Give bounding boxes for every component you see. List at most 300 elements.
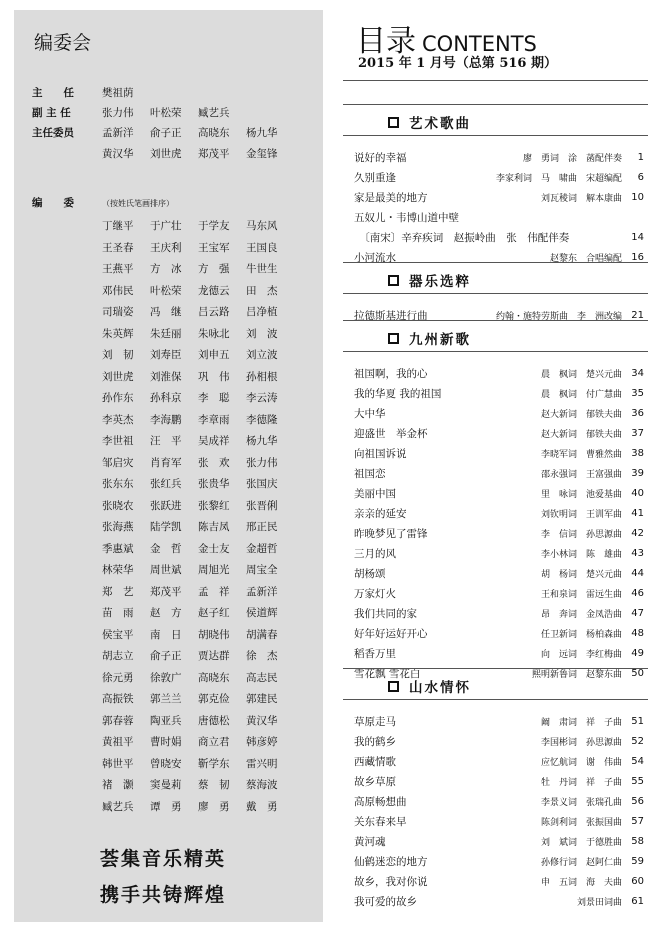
toc-entry[interactable] (354, 443, 644, 463)
entry-page: 37 (631, 427, 644, 439)
member-name: 孟 祥 (198, 585, 230, 598)
member-name: 王国良 (246, 241, 278, 254)
member-name: 胡满春 (246, 628, 278, 641)
toc-entry[interactable] (354, 643, 644, 663)
person-name: 金玺锋 (246, 148, 278, 160)
toc-title-en: CONTENTS (422, 32, 537, 56)
role-row: 副 主 任 张力伟 叶松荣 臧艺兵 (32, 105, 246, 120)
checkbox-square-icon (388, 333, 399, 344)
member-name: 唐德松 (198, 714, 230, 727)
toc-entry[interactable] (354, 423, 644, 443)
member-row (102, 409, 294, 431)
entry-page: 1 (637, 151, 644, 163)
member-row (102, 538, 294, 560)
member-row (102, 366, 294, 388)
members-grid (102, 215, 294, 817)
member-name: 胡志立 (102, 650, 134, 663)
member-name: 张国庆 (246, 478, 278, 491)
member-name: 郑 艺 (102, 585, 134, 598)
member-row (102, 280, 294, 302)
member-name: 贾达群 (198, 650, 230, 663)
person-name: 高晓东 (198, 127, 230, 139)
entry-page: 52 (631, 735, 644, 747)
entry-credit: 应忆航词 谢 伟曲 (540, 757, 622, 768)
member-name: 商立君 (198, 736, 230, 749)
toc-entry[interactable] (354, 851, 644, 871)
entry-page: 43 (631, 547, 644, 559)
toc-entry[interactable] (354, 891, 644, 911)
toc-entry[interactable] (354, 227, 644, 247)
members-label-row (32, 195, 174, 210)
member-name: 吕净植 (246, 306, 278, 319)
entry-title: 故乡，我对你说 (354, 875, 428, 888)
entry-title: 好年好运好开心 (354, 627, 428, 640)
member-name: 周旭光 (198, 564, 230, 577)
toc-entry[interactable] (354, 771, 644, 791)
section-name: 九州新歌 (409, 332, 471, 348)
member-row (102, 774, 294, 796)
toc-entry[interactable] (354, 603, 644, 623)
section-heading (388, 676, 471, 696)
role-row: 主 任 樊祖荫 (32, 85, 150, 100)
section-name: 山水情怀 (409, 680, 471, 696)
entry-title: 小河流水 (354, 251, 396, 264)
entry-title: 黄河魂 (354, 835, 386, 848)
toc-entry[interactable] (354, 363, 644, 383)
member-name: 南 日 (150, 628, 182, 641)
member-name: 司瑞姿 (102, 306, 134, 319)
member-name: 丁继平 (102, 220, 134, 233)
member-name: 苗 雨 (102, 607, 134, 620)
member-name: 马东风 (246, 220, 278, 233)
person-name: 杨九华 (246, 127, 278, 139)
section-divider (343, 351, 648, 352)
member-name: 方 强 (198, 263, 230, 276)
checkbox-square-icon (388, 275, 399, 286)
member-row (102, 731, 294, 753)
member-name: 张晓农 (102, 499, 134, 512)
entry-credit: 李国彬词 孙思源曲 (540, 737, 622, 748)
entry-title: 祖国啊，我的心 (354, 367, 428, 380)
toc-entry[interactable] (354, 147, 644, 167)
checkbox-square-icon (388, 681, 399, 692)
member-name: 张海燕 (102, 521, 134, 534)
entry-page: 51 (631, 715, 644, 727)
entry-credit: 李家利词 马 啸曲 宋超编配 (495, 173, 622, 184)
member-name: 周宝全 (246, 564, 278, 577)
entry-credit: 昂 奔词 金凤浩曲 (540, 609, 622, 620)
toc-entry[interactable] (354, 623, 644, 643)
member-name: 高振铁 (102, 693, 134, 706)
entry-title: 大中华 (354, 407, 386, 420)
member-name: 刘立波 (246, 349, 278, 362)
member-row (102, 710, 294, 732)
slogan-line-1: 荟集音乐精英 (100, 848, 227, 870)
member-name: 赵 方 (150, 607, 182, 620)
member-name: 刘 波 (246, 327, 278, 340)
entry-page: 35 (631, 387, 644, 399)
entry-title: 故乡草原 (354, 775, 396, 788)
section-divider (343, 293, 648, 294)
entry-title: 草原走马 (354, 715, 396, 728)
entry-credit: 王和泉词 雷远生曲 (540, 589, 622, 600)
member-name: 于学友 (198, 220, 230, 233)
entry-title: 我们共同的家 (354, 607, 417, 620)
member-name: 郭兰兰 (150, 693, 182, 706)
entry-credit: 熙明新鲁词 赵黎东曲 (531, 669, 622, 680)
entry-credit: 赵大新词 郁铁夫曲 (540, 409, 622, 420)
entry-title: 我可爱的故乡 (354, 895, 417, 908)
member-name: 李世祖 (102, 435, 134, 448)
toc-title-zh: 目录 (356, 24, 416, 59)
member-name: 李章雨 (198, 413, 230, 426)
entry-title: 胡杨颂 (354, 567, 386, 580)
entry-page: 14 (631, 231, 644, 243)
member-row (102, 301, 294, 323)
member-name: 刘申五 (198, 349, 230, 362)
role-row (32, 146, 294, 161)
member-name: 侯宝平 (102, 628, 134, 641)
member-row (102, 667, 294, 689)
entry-title: 美丽中国 (354, 487, 396, 500)
member-name: 黄祖平 (102, 736, 134, 749)
member-name: 郑茂平 (150, 585, 182, 598)
member-name: 孙科京 (150, 392, 182, 405)
member-name: 张晋俐 (246, 499, 278, 512)
member-row (102, 452, 294, 474)
entry-title: 我的鹤乡 (354, 735, 396, 748)
member-name: 刘淮保 (150, 370, 182, 383)
entry-credit: 约翰・施特劳斯曲 李 洲改编 (495, 311, 622, 322)
member-name: 郭春蓉 (102, 714, 134, 727)
entry-page: 48 (631, 627, 644, 639)
member-name: 邹启灾 (102, 456, 134, 469)
member-name: 戴 勇 (246, 800, 278, 813)
member-name: 金士友 (198, 542, 230, 555)
toc-entry[interactable] (354, 463, 644, 483)
entry-title: 五奴儿・韦博山道中壁 (354, 211, 459, 224)
member-row (102, 688, 294, 710)
member-name: 杨九华 (246, 435, 278, 448)
table-of-contents (338, 0, 648, 936)
entry-page: 56 (631, 795, 644, 807)
person-name: 孟新洋 (102, 127, 134, 139)
person-name: 黄汉华 (102, 148, 134, 160)
member-name: 王宝军 (198, 241, 230, 254)
member-row (102, 473, 294, 495)
entry-title: 久别重逢 (354, 171, 396, 184)
toc-entry[interactable] (354, 543, 644, 563)
member-name: 李海鹏 (150, 413, 182, 426)
toc-entry[interactable] (354, 791, 644, 811)
editorial-board-panel (14, 10, 323, 922)
section-heading (388, 270, 471, 290)
toc-entry[interactable] (354, 207, 644, 227)
member-name: 田 杰 (246, 284, 278, 297)
toc-entry[interactable] (354, 711, 644, 731)
entry-page: 57 (631, 815, 644, 827)
toc-entry[interactable] (354, 751, 644, 771)
entry-page: 10 (631, 191, 644, 203)
entry-title: 向祖国诉说 (354, 447, 407, 460)
member-name: 曹时娟 (150, 736, 182, 749)
member-name: 窦曼莉 (150, 779, 182, 792)
entry-credit: 李晓军词 曹雅然曲 (540, 449, 622, 460)
entry-page: 38 (631, 447, 644, 459)
member-row (102, 559, 294, 581)
entry-title: 昨晚梦见了雷锋 (354, 527, 428, 540)
member-name: 肖育军 (150, 456, 182, 469)
member-name: 朱廷丽 (150, 327, 182, 340)
toc-entry[interactable] (354, 731, 644, 751)
member-name: 陈吉凤 (198, 521, 230, 534)
member-name: 张跃进 (150, 499, 182, 512)
entry-title: 关东春来早 (354, 815, 407, 828)
person-name: 樊祖荫 (102, 87, 134, 99)
toc-entry[interactable] (354, 831, 644, 851)
role-row: 主任委员 孟新洋 俞子正 高晓东 杨九华 (32, 125, 294, 140)
section-divider (343, 262, 648, 263)
member-row (102, 602, 294, 624)
member-name: 牛世生 (246, 263, 278, 276)
checkbox-square-icon (388, 117, 399, 128)
entry-credit: 刘瓦稜词 解本康曲 (540, 193, 622, 204)
entry-credit: 晨 枫词 付广慧曲 (540, 389, 622, 400)
person-name: 叶松荣 (150, 107, 182, 119)
member-name: 于广壮 (150, 220, 182, 233)
toc-entry[interactable] (354, 403, 644, 423)
toc-entry[interactable] (354, 523, 644, 543)
member-name: 曾晓安 (150, 757, 182, 770)
editorial-heading: 编委会 (34, 32, 92, 54)
entry-title: 仙鹤迷恋的地方 (354, 855, 428, 868)
entry-credit: 申 五词 海 夫曲 (540, 877, 622, 888)
member-name: 朱英辉 (102, 327, 134, 340)
entry-page: 39 (631, 467, 644, 479)
toc-entry[interactable] (354, 583, 644, 603)
member-row (102, 495, 294, 517)
toc-entry[interactable] (354, 563, 644, 583)
entry-title: 亲亲的延安 (354, 507, 407, 520)
member-name: 俞子正 (150, 650, 182, 663)
member-name: 叶松荣 (150, 284, 182, 297)
member-name: 吴成祥 (198, 435, 230, 448)
entry-credit: 邵永强词 王富强曲 (540, 469, 622, 480)
entry-title: 三月的风 (354, 547, 396, 560)
entry-title: 祖国恋 (354, 467, 386, 480)
members-label: 编 委 (32, 197, 74, 209)
entry-credit: 李小林词 陈 雄曲 (540, 549, 622, 560)
entry-page: 55 (631, 775, 644, 787)
section-divider (343, 668, 648, 669)
member-name: 徐 杰 (246, 650, 278, 663)
entry-page: 49 (631, 647, 644, 659)
member-name: 郭克俭 (198, 693, 230, 706)
members-note: （按姓氏笔画排序） (102, 199, 174, 208)
member-row (102, 387, 294, 409)
toc-entry[interactable] (354, 187, 644, 207)
member-name: 郭建民 (246, 693, 278, 706)
member-row (102, 323, 294, 345)
member-name: 王庆利 (150, 241, 182, 254)
entry-credit: 刘 斌词 于德胜曲 (540, 837, 622, 848)
member-name: 张力伟 (246, 456, 278, 469)
entry-page: 34 (631, 367, 644, 379)
member-name: 刘 韧 (102, 349, 134, 362)
entry-credit: 任卫新词 杨柏森曲 (540, 629, 622, 640)
toc-entry[interactable] (354, 247, 644, 267)
member-row (102, 516, 294, 538)
member-name: 赵子红 (198, 607, 230, 620)
entry-credit: 晨 枫词 楚兴元曲 (540, 369, 622, 380)
entry-title: 西藏情歌 (354, 755, 396, 768)
member-name: 孙作东 (102, 392, 134, 405)
entry-credit: 刘钦明词 王训军曲 (540, 509, 622, 520)
member-name: 孙相根 (246, 370, 278, 383)
entry-credit: 刘景田词曲 (576, 897, 622, 908)
section-divider (343, 135, 648, 136)
member-name: 林荣华 (102, 564, 134, 577)
entry-page: 54 (631, 755, 644, 767)
member-row (102, 624, 294, 646)
member-name: 张红兵 (150, 478, 182, 491)
member-name: 邢正民 (246, 521, 278, 534)
person-name: 臧艺兵 (198, 107, 230, 119)
toc-entry[interactable] (354, 167, 644, 187)
member-name: 李英杰 (102, 413, 134, 426)
toc-entry[interactable] (354, 503, 644, 523)
member-name: 高志民 (246, 671, 278, 684)
entry-page: 44 (631, 567, 644, 579)
member-name: 邓伟民 (102, 284, 134, 297)
toc-entry[interactable] (354, 483, 644, 503)
entry-page: 16 (631, 251, 644, 263)
entry-title: 稻香万里 (354, 647, 396, 660)
entry-page: 58 (631, 835, 644, 847)
member-name: 廖 勇 (198, 800, 230, 813)
entry-title: 高原畅想曲 (354, 795, 407, 808)
section-divider (343, 699, 648, 700)
member-row (102, 344, 294, 366)
member-name: 陆学凯 (150, 521, 182, 534)
entry-credit: 李 信词 孙思源曲 (540, 529, 622, 540)
member-row (102, 258, 294, 280)
member-name: 徐元勇 (102, 671, 134, 684)
entry-title: 拉德斯基进行曲 (354, 309, 428, 322)
member-name: 方 冰 (150, 263, 182, 276)
member-name: 李 聪 (198, 392, 230, 405)
entry-page: 60 (631, 875, 644, 887)
member-row (102, 581, 294, 603)
entry-title: 〔南宋〕辛弃疾词 赵振岭曲 张 伟配伴奏 (354, 231, 570, 244)
entry-page: 21 (631, 309, 644, 321)
member-row (102, 430, 294, 452)
entry-title: 我的华夏 我的祖国 (354, 387, 442, 400)
member-name: 巩 伟 (198, 370, 230, 383)
person-name: 刘世虎 (150, 148, 182, 160)
entry-page: 50 (631, 667, 644, 679)
section-heading (388, 112, 471, 132)
member-row (102, 753, 294, 775)
member-name: 张贵华 (198, 478, 230, 491)
entry-page: 40 (631, 487, 644, 499)
section-divider (343, 320, 648, 321)
member-name: 黄汉华 (246, 714, 278, 727)
toc-entry[interactable] (354, 811, 644, 831)
entry-page: 46 (631, 587, 644, 599)
member-name: 刘寿臣 (150, 349, 182, 362)
entry-title: 万家灯火 (354, 587, 396, 600)
member-name: 侯道辉 (246, 607, 278, 620)
toc-entry[interactable] (354, 305, 644, 325)
entry-credit: 陈剑利词 张振国曲 (540, 817, 622, 828)
section-name: 艺术歌曲 (409, 116, 471, 132)
member-name: 高晓东 (198, 671, 230, 684)
entry-credit: 向 远词 李红梅曲 (540, 649, 622, 660)
member-name: 金超哲 (246, 542, 278, 555)
member-name: 吕云路 (198, 306, 230, 319)
section-name: 器乐选粹 (409, 274, 471, 290)
entry-credit: 廖 勇词 涂 菡配伴奏 (522, 153, 622, 164)
person-name: 郑茂平 (198, 148, 230, 160)
entry-credit: 阚 肃词 祥 子曲 (540, 717, 622, 728)
issue-label: 2015 年 1 月号（总第 516 期） (358, 56, 557, 71)
slogan-line-2: 携手共铸辉煌 (100, 884, 227, 906)
entry-page: 59 (631, 855, 644, 867)
member-name: 韩世平 (102, 757, 134, 770)
member-name: 李德隆 (246, 413, 278, 426)
entry-credit: 孙修行词 赵阿仁曲 (540, 857, 622, 868)
member-name: 周世斌 (150, 564, 182, 577)
member-row (102, 237, 294, 259)
member-name: 王圣春 (102, 241, 134, 254)
entry-title: 迎盛世 举金杯 (354, 427, 428, 440)
member-name: 金 哲 (150, 542, 182, 555)
member-name: 王燕平 (102, 263, 134, 276)
person-name: 俞子正 (150, 127, 182, 139)
member-name: 季惠斌 (102, 542, 134, 555)
member-name: 谭 勇 (150, 800, 182, 813)
entry-page: 47 (631, 607, 644, 619)
member-name: 胡晓伟 (198, 628, 230, 641)
toc-entry[interactable] (354, 383, 644, 403)
member-name: 张 欢 (198, 456, 230, 469)
entry-title: 家是最美的地方 (354, 191, 428, 204)
entry-page: 36 (631, 407, 644, 419)
entry-credit: 赵黎东 合唱编配 (549, 253, 622, 264)
member-row (102, 215, 294, 237)
member-name: 蔡 韧 (198, 779, 230, 792)
member-name: 刘世虎 (102, 370, 134, 383)
section-heading (388, 328, 471, 348)
member-name: 孟新洋 (246, 585, 278, 598)
member-name: 张东东 (102, 478, 134, 491)
member-name: 褚 灏 (102, 779, 134, 792)
member-name: 陶亚兵 (150, 714, 182, 727)
entry-credit: 胡 杨词 楚兴元曲 (540, 569, 622, 580)
member-name: 朱咏北 (198, 327, 230, 340)
toc-entry[interactable] (354, 871, 644, 891)
entry-page: 6 (637, 171, 644, 183)
member-name: 靳学东 (198, 757, 230, 770)
entry-credit: 赵大新词 郁铁夫曲 (540, 429, 622, 440)
entry-credit: 牡 丹词 祥 子曲 (540, 777, 622, 788)
member-name: 蔡海波 (246, 779, 278, 792)
member-name: 李云涛 (246, 392, 278, 405)
title-divider (343, 80, 648, 81)
member-name: 徐敦广 (150, 671, 182, 684)
section-divider (343, 104, 648, 105)
